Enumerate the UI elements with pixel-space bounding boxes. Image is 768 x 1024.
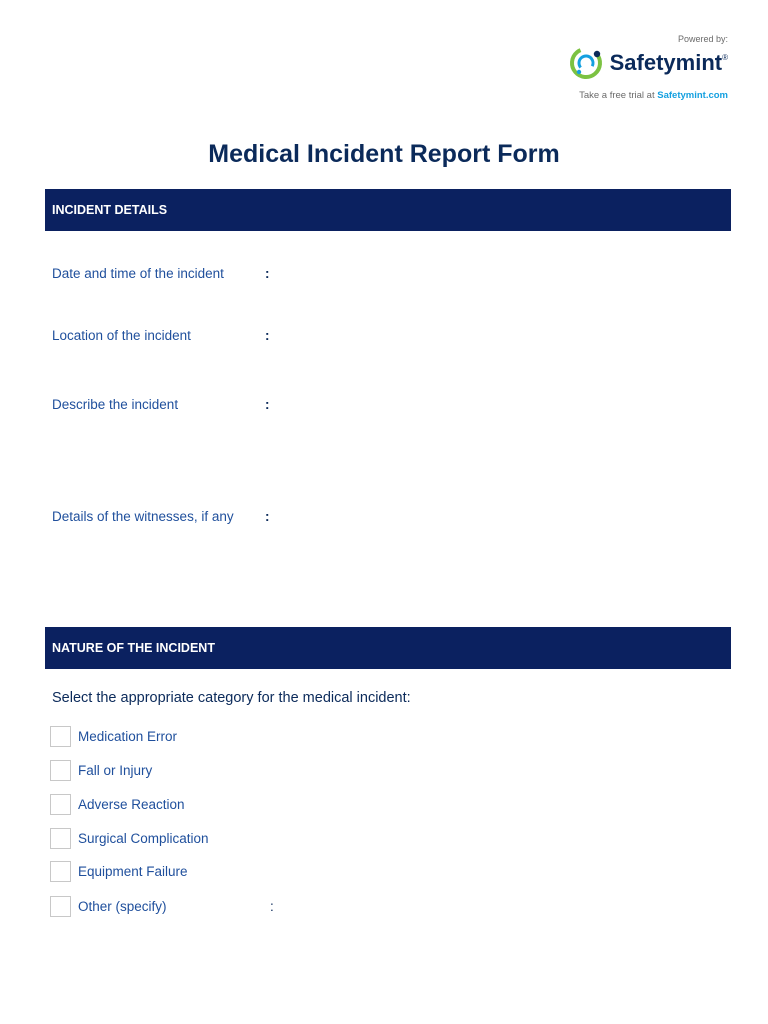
field-colon: : — [265, 509, 270, 524]
field-colon: : — [265, 266, 270, 281]
option-medication-error[interactable] — [50, 726, 470, 748]
option-fall-injury[interactable] — [50, 760, 470, 782]
option-other-specify[interactable] — [50, 896, 470, 918]
checkbox[interactable] — [50, 861, 71, 882]
free-trial-text — [579, 90, 728, 101]
checkbox[interactable] — [50, 794, 71, 815]
page-title: Medical Incident Report Form — [208, 140, 560, 168]
field-colon: : — [265, 397, 270, 412]
option-colon: : — [270, 899, 274, 914]
brand-logo-block — [508, 34, 728, 106]
option-label: Other (specify) — [78, 899, 167, 914]
option-label: Medication Error — [78, 729, 178, 744]
trial-prefix: Take a free trial at — [579, 90, 658, 101]
brand-row — [568, 44, 728, 82]
registered-mark: ® — [722, 52, 728, 62]
field-colon: : — [265, 328, 270, 343]
section-header-nature: NATURE OF THE INCIDENT — [45, 627, 731, 669]
option-adverse-reaction[interactable] — [50, 794, 470, 816]
option-label: Fall or Injury — [78, 763, 153, 778]
section-header-incident-details: INCIDENT DETAILS — [45, 189, 731, 231]
checkbox[interactable] — [50, 760, 71, 781]
brand-name: Safetymint — [609, 50, 723, 75]
category-instruction: Select the appropriate category for the medical incident: — [52, 690, 411, 706]
checkbox[interactable] — [50, 828, 71, 849]
powered-by-text: Powered by: — [677, 34, 728, 44]
checkbox[interactable] — [50, 896, 71, 917]
option-equipment-failure[interactable] — [50, 861, 470, 883]
option-label: Equipment Failure — [78, 864, 188, 879]
checkbox[interactable] — [50, 726, 71, 747]
field-label-describe: Describe the incident — [52, 397, 179, 412]
trial-link[interactable]: Safetymint.com — [657, 90, 728, 101]
safetymint-logo-icon — [568, 45, 604, 81]
field-label-witnesses: Details of the witnesses, if any — [52, 509, 234, 524]
field-label-location: Location of the incident — [52, 328, 191, 343]
option-surgical-complication[interactable] — [50, 828, 470, 850]
option-label: Surgical Complication — [78, 831, 209, 846]
field-label-date-time: Date and time of the incident — [52, 266, 224, 281]
option-label: Adverse Reaction — [78, 797, 185, 812]
